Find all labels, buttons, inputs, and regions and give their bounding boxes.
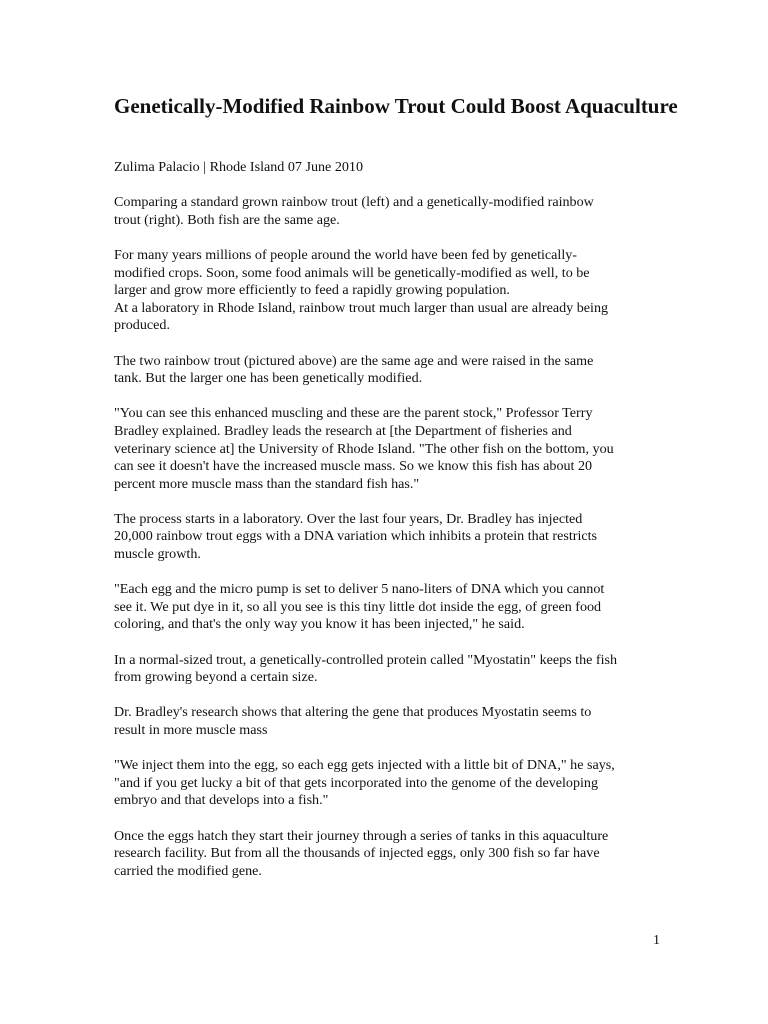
article-paragraph (114, 652, 664, 687)
paragraph-line: can see it doesn't have the increased muscle mass. So we know this fish has about 20 (114, 458, 593, 475)
paragraph-line: "We inject them into the egg, so each egg gets injected with a little bit of DNA," he says, (114, 757, 615, 774)
paragraph-line: The two rainbow trout (pictured above) are the same age and were raised in the same (114, 352, 594, 369)
article-paragraph (114, 405, 664, 493)
paragraph-line: see it. We put dye in it, so all you see is this tiny little dot inside the egg, of green food (114, 598, 602, 615)
paragraph-line: modified crops. Soon, some food animals will be genetically-modified as well, to be (114, 264, 590, 281)
article-paragraph (114, 757, 664, 810)
paragraph-line: For many years millions of people around the world have been fed by genetically- (114, 246, 577, 263)
article-paragraph (114, 828, 664, 881)
paragraph-line: result in more muscle mass (114, 722, 268, 738)
paragraph-line: "and if you get lucky a bit of that gets incorporated into the genome of the developing (114, 774, 599, 791)
paragraph-line: tank. But the larger one has been genetically modified. (114, 370, 423, 387)
paragraph-line: embryo and that develops into a fish." (114, 792, 329, 809)
article-paragraph (114, 194, 664, 229)
paragraph-line: "Each egg and the micro pump is set to deliver 5 nano-liters of DNA which you cannot (114, 581, 605, 598)
paragraph-line: veterinary science at] the University of Rhode Island. "The other fish on the bottom, you (114, 440, 614, 457)
paragraph-line: Bradley explained. Bradley leads the research at [the Department of fisheries and (114, 422, 572, 439)
page-number: 1 (653, 933, 660, 948)
paragraph-line: In a normal-sized trout, a genetically-controlled protein called "Myostatin" keeps the fish (114, 651, 618, 668)
paragraph-line: Once the eggs hatch they start their journey through a series of tanks in this aquaculture (114, 827, 609, 844)
paragraph-line: trout (right). Both fish are the same age. (114, 211, 340, 228)
paragraph-line: At a laboratory in Rhode Island, rainbow trout much larger than usual are already being (114, 299, 609, 316)
paragraph-line: Dr. Bradley's research shows that altering the gene that produces Myostatin seems to (114, 704, 592, 721)
byline: Zulima Palacio | Rhode Island 07 June 2010 (114, 159, 364, 175)
article-paragraph (114, 511, 664, 564)
article-paragraph (114, 704, 664, 739)
paragraph-line: from growing beyond a certain size. (114, 669, 318, 686)
article-body (114, 159, 664, 898)
paragraph-line: research facility. But from all the thousands of injected eggs, only 300 fish so far have (114, 845, 600, 862)
paragraph-line: produced. (114, 317, 170, 334)
article-paragraph (114, 353, 664, 388)
paragraph-line: muscle growth. (114, 546, 201, 563)
paragraph-line: "You can see this enhanced muscling and these are the parent stock," Professor Terry (114, 405, 593, 422)
paragraph-line: 20,000 rainbow trout eggs with a DNA variation which inhibits a protein that restricts (114, 528, 598, 545)
paragraph-line: coloring, and that's the only way you know it has been injected," he said. (114, 616, 525, 633)
article-paragraph (114, 581, 664, 634)
paragraph-line: carried the modified gene. (114, 862, 262, 879)
paragraph-line: percent more muscle mass than the standard fish has." (114, 475, 420, 492)
paragraph-line: The process starts in a laboratory. Over the last four years, Dr. Bradley has injected (114, 510, 583, 527)
paragraph-line: larger and grow more efficiently to feed a rapidly growing population. (114, 282, 510, 299)
article-paragraph (114, 247, 664, 335)
paragraph-line: Comparing a standard grown rainbow trout (left) and a genetically-modified rainbow (114, 194, 594, 211)
article-title: Genetically-Modified Rainbow Trout Could Boost Aquaculture (114, 94, 678, 118)
